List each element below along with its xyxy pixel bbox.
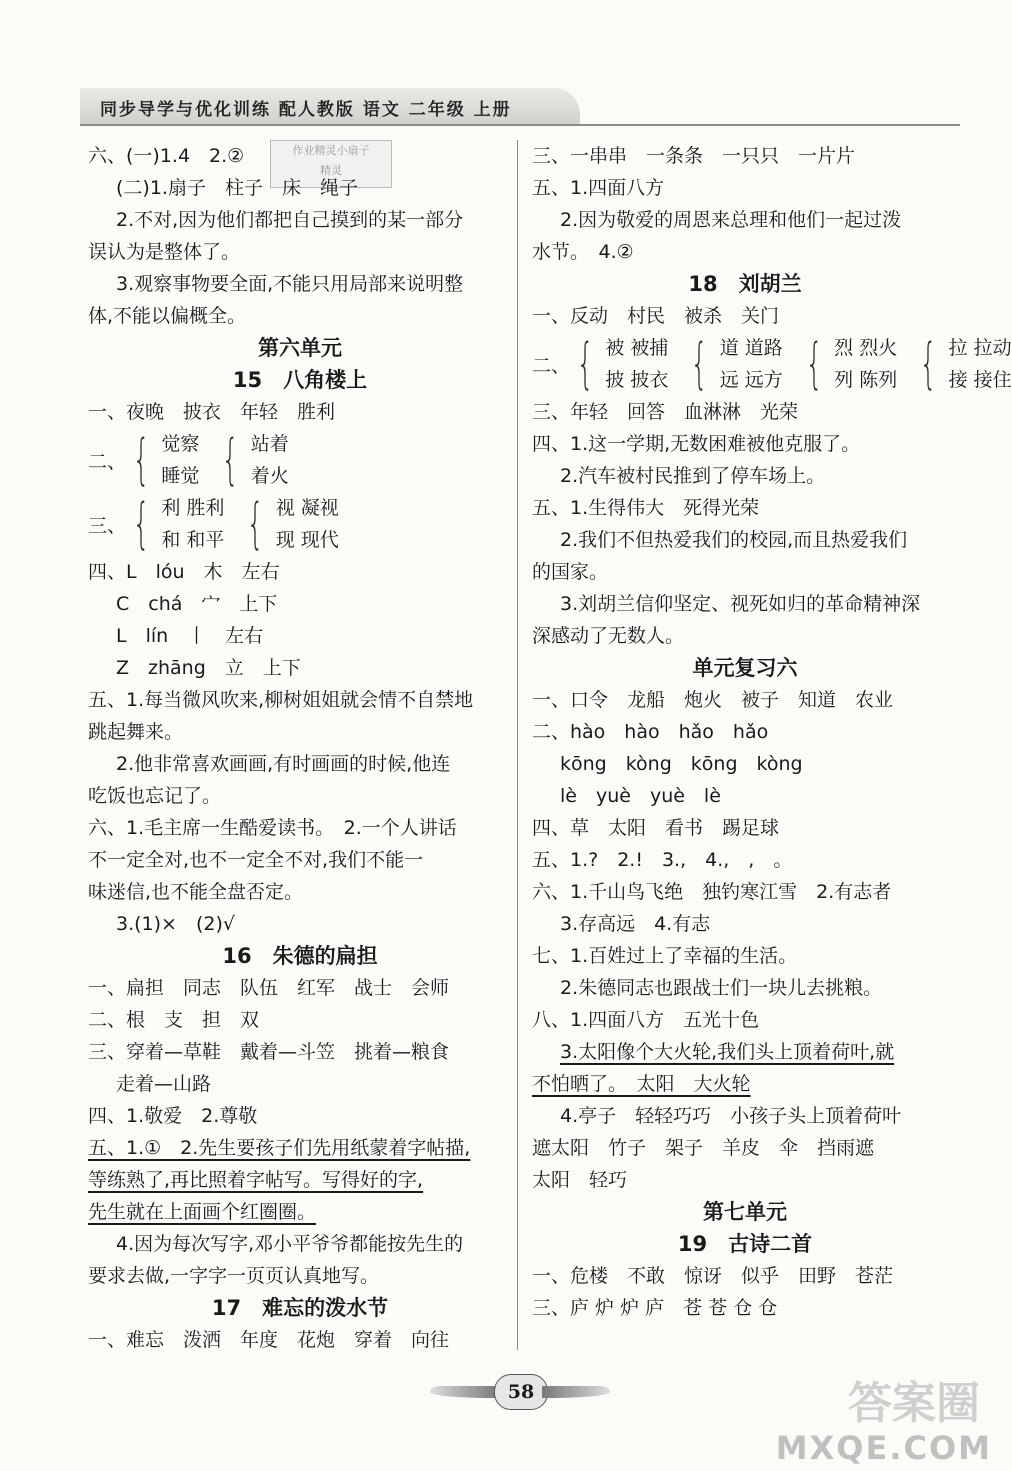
word-item: 远 远方 (719, 369, 783, 391)
section-heading: 19 古诗二首 (677, 1232, 813, 1256)
brace-mark: { (246, 492, 265, 555)
answer-line: 体,不能以偏概全。 (88, 305, 247, 327)
word-item: 披 披衣 (605, 369, 669, 391)
answer-line: 八、1.四面八方 五光十色 (532, 1009, 760, 1031)
answer-line: 四、1.这一学期,无数困难被他克服了。 (532, 433, 861, 455)
answer-line: 2.我们不但热爱我们的校园,而且热爱我们 (560, 529, 908, 551)
word-group (238, 492, 338, 556)
word-item: 视 凝视 (275, 497, 339, 519)
answer-line: 三、一串串 一条条 一只只 一片片 (532, 145, 856, 167)
answer-line: 一、扁担 同志 队伍 红军 战士 会师 (88, 977, 450, 999)
section-heading: 第六单元 (258, 336, 342, 360)
answer-line: 四、1.敬爱 2.尊敬 (88, 1105, 258, 1127)
answer-line: 四、草 太阳 看书 踢足球 (532, 817, 780, 839)
answer-line (532, 1068, 958, 1100)
answer-line: kōng kòng kōng kòng (560, 753, 803, 775)
answer-line: 五、1.每当微风吹来,柳树姐姐就会情不自禁地 (88, 689, 474, 711)
answer-line (88, 1196, 512, 1228)
brace-group-row (88, 428, 512, 492)
word-group (682, 332, 782, 396)
page-number: 58 (494, 1374, 548, 1410)
answer-line: 水节。 4.② (532, 241, 634, 263)
brace-mark: { (805, 332, 823, 395)
footer-wing-left (430, 1386, 498, 1398)
header-title: 同步导学与优化训练 配人教版 语文 二年级 上册 (100, 100, 512, 120)
brace-group-row (88, 492, 512, 556)
stamp-line1: 作业精灵小扇子 (292, 144, 370, 157)
word-item: 现 现代 (275, 529, 339, 551)
word-item: 睡觉 (161, 465, 200, 487)
word-group (911, 332, 1011, 396)
page-footer (430, 1374, 610, 1410)
answer-line: 一、难忘 泼洒 年度 花炮 穿着 向往 (88, 1329, 450, 1351)
answer-line: 2.不对,因为他们都把自己摸到的某一部分 (116, 209, 464, 231)
answer-line: 味迷信,也不能全盘否定。 (88, 881, 304, 903)
answer-line: 三、穿着—草鞋 戴着—斗笠 挑着—粮食 (88, 1041, 450, 1063)
brace-mark: { (221, 428, 240, 491)
answer-line: 4.因为每次写字,邓小平爷爷都能按先生的 (116, 1233, 464, 1255)
underlined-answer: 3.太阳像个大火轮,我们头上顶着荷叶,就 (560, 1041, 895, 1063)
section-heading: 第七单元 (703, 1200, 787, 1224)
answer-line: 一、反动 村民 被杀 关门 (532, 305, 780, 327)
word-item: 烈 烈火 (834, 337, 898, 359)
answer-line: Z zhāng 立 上下 (116, 657, 301, 679)
word-group (568, 332, 668, 396)
watermark-brand: 答案圈 (848, 1378, 980, 1429)
answer-line: L lín 丨 左右 (116, 625, 264, 647)
answer-line: 一、危楼 不敢 惊讶 似乎 田野 苍茫 (532, 1265, 894, 1287)
word-item: 被 被捕 (605, 337, 669, 359)
answer-line (88, 1132, 512, 1164)
answer-line: 走着—山路 (116, 1073, 212, 1095)
word-item: 拉 拉动 (948, 337, 1012, 359)
answer-line: 跳起舞来。 (88, 721, 184, 743)
answer-line: (二)1.扇子 柱子 床 绳子 (116, 177, 358, 199)
word-item: 和 和平 (161, 529, 225, 551)
section-heading: 15 八角楼上 (232, 368, 368, 392)
word-group (124, 428, 199, 492)
column-divider (517, 140, 518, 1350)
question-number: 二、 (532, 354, 571, 377)
answer-line: 六、(一)1.4 2.② (88, 145, 245, 167)
answer-line: 四、L lóu 木 左右 (88, 561, 280, 583)
brace-mark: { (919, 332, 937, 395)
brace-mark: { (690, 332, 709, 395)
answer-line: C chá 宀 上下 (116, 593, 278, 615)
answer-line: 六、1.千山鸟飞绝 独钓寒江雪 2.有志者 (532, 881, 892, 903)
watermark-text: MXQE.COM (775, 1429, 992, 1467)
answer-line (532, 1036, 958, 1068)
answer-line (88, 1164, 512, 1196)
answer-line: 深感动了无数人。 (532, 625, 685, 647)
underlined-answer: 不怕晒了。 太阳 大火轮 (532, 1073, 751, 1095)
answer-column-left (88, 140, 512, 1356)
word-group (797, 332, 897, 396)
word-item: 列 陈列 (834, 369, 898, 391)
answer-line: 4.亭子 轻轻巧巧 小孩子头上顶着荷叶 (560, 1105, 902, 1127)
answer-line: 3.(1)× (2)√ (116, 913, 235, 935)
book-header (80, 88, 960, 126)
answer-line: 3.存高远 4.有志 (560, 913, 711, 935)
brace-mark: { (132, 428, 150, 491)
word-item: 接 接住 (948, 369, 1012, 391)
answer-line: 三、年轻 回答 血淋淋 光荣 (532, 401, 799, 423)
answer-line: 3.刘胡兰信仰坚定、视死如归的革命精神深 (560, 593, 921, 615)
answer-line: 五、1.? 2.! 3., 4., , 。 (532, 849, 793, 871)
answer-line: 3.观察事物要全面,不能只用局部来说明整 (116, 273, 464, 295)
answer-line: 五、1.生得伟大 死得光荣 (532, 497, 760, 519)
word-item: 觉察 (161, 433, 200, 455)
word-group (213, 428, 288, 492)
answer-line: 二、根 支 担 双 (88, 1009, 260, 1031)
brace-group-row (532, 332, 1012, 396)
underlined-answer: 等练熟了,再比照着字帖写。写得好的字, (88, 1169, 424, 1191)
answer-line: 一、口令 龙船 炮火 被子 知道 农业 (532, 689, 894, 711)
underlined-answer: 五、1.① 2.先生要孩子们先用纸蒙着字帖描, (88, 1137, 471, 1159)
word-item: 着火 (250, 465, 289, 487)
answer-line: 七、1.百姓过上了幸福的生活。 (532, 945, 798, 967)
answer-line: 要求去做,一字字一页页认真地写。 (88, 1265, 380, 1287)
section-heading: 18 刘胡兰 (688, 272, 802, 296)
answer-line: 吃饭也忘记了。 (88, 785, 222, 807)
footer-wing-right (542, 1386, 610, 1398)
brace-mark: { (132, 492, 150, 555)
stamp-line2: 精灵 (320, 164, 342, 177)
word-item: 利 胜利 (161, 497, 225, 519)
answer-line: 太阳 轻巧 (532, 1169, 628, 1191)
section-heading: 16 朱德的扁担 (222, 944, 378, 968)
underlined-answer: 先生就在上面画个红圈圈。 (88, 1201, 317, 1223)
question-number: 二、 (88, 450, 127, 473)
answer-line: 2.汽车被村民推到了停车场上。 (560, 465, 826, 487)
word-item: 道 道路 (719, 337, 783, 359)
section-heading: 17 难忘的泼水节 (211, 1296, 389, 1320)
answer-line: 五、1.四面八方 (532, 177, 665, 199)
answer-line: 六、1.毛主席一生酷爱读书。 2.一个人讲话 (88, 817, 457, 839)
header-rule (80, 124, 960, 126)
answer-line: 三、庐 炉 炉 庐 苍 苍 仓 仓 (532, 1297, 778, 1319)
answer-line: 2.他非常喜欢画画,有时画画的时候,他连 (116, 753, 451, 775)
word-item: 站着 (250, 433, 289, 455)
word-group (124, 492, 224, 556)
answer-line: 2.因为敬爱的周恩来总理和他们一起过泼 (560, 209, 902, 231)
answer-line: 一、夜晚 披衣 年轻 胜利 (88, 401, 336, 423)
answer-line: 二、hào hào hǎo hǎo (532, 721, 769, 743)
answer-line: 不一定全对,也不一定全不对,我们不能一 (88, 849, 424, 871)
section-heading: 单元复习六 (692, 656, 798, 680)
answer-line: 误认为是整体了。 (88, 241, 241, 263)
answer-line: lè yuè yuè lè (560, 785, 721, 807)
answer-line: 遮太阳 竹子 架子 羊皮 伞 挡雨遮 (532, 1137, 875, 1159)
answer-line: 2.朱德同志也跟战士们一块儿去挑粮。 (560, 977, 883, 999)
answer-line: 的国家。 (532, 561, 609, 583)
answer-column-right (532, 140, 1012, 1324)
brace-mark: { (576, 332, 594, 395)
question-number: 三、 (88, 514, 127, 537)
